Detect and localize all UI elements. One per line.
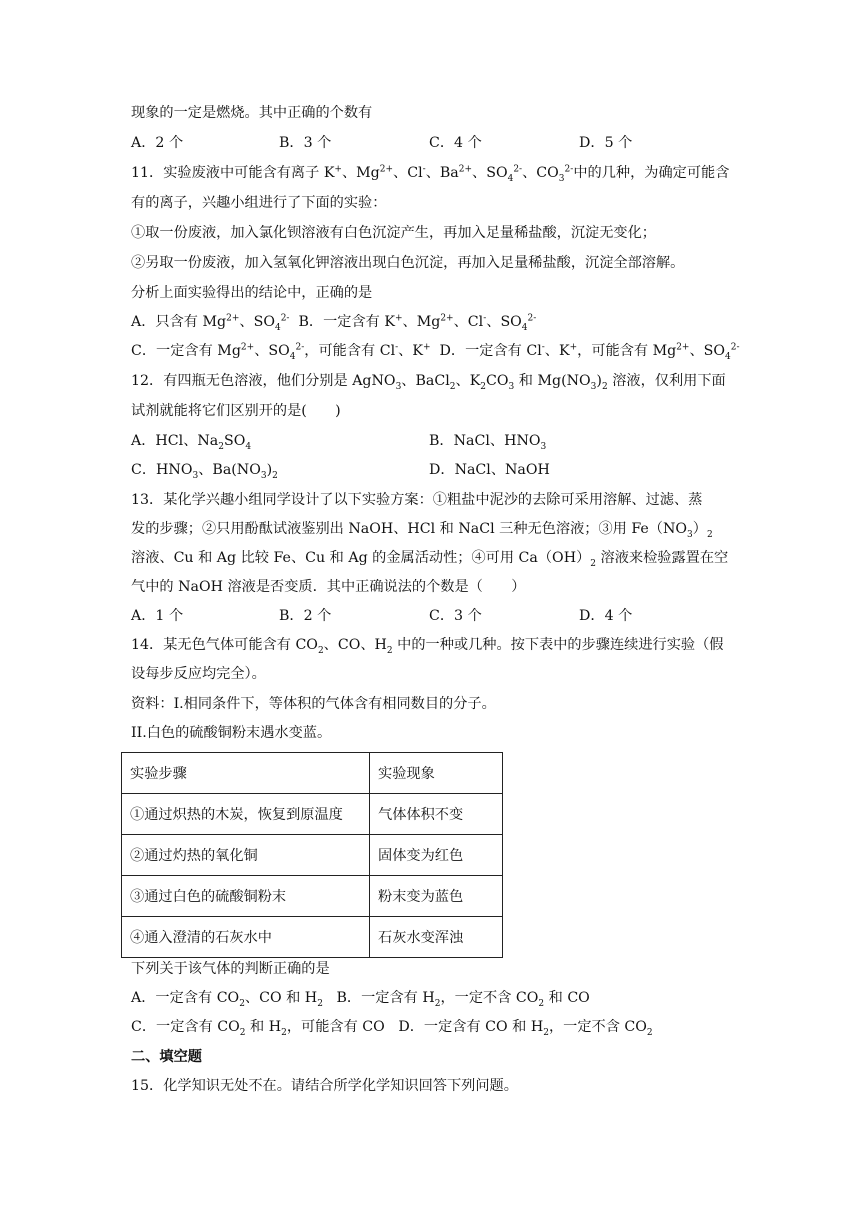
q10-option-d: D．5 个 — [579, 135, 633, 151]
q14-info-2: II.白色的硫酸铜粉末遇水变蓝。 — [131, 725, 332, 741]
q14-line2: 设每步反应均完全）。 — [131, 666, 266, 682]
q11-experiment-2: ②另取一份废液，加入氢氧化钾溶液出现白色沉淀，再加入足量稀盐酸，沉淀全部溶解。 — [131, 255, 685, 271]
q13-option-c: C．3 个 — [429, 608, 482, 624]
q13-line2: 发的步骤；②只用酚酞试液鉴别出 NaOH、HCl 和 NaCl 三种无色溶液；③用 $Fe(NO_3)_2$ — [131, 521, 713, 540]
q10-option-a: A．2 个 — [131, 135, 184, 151]
q14-question: 下列关于该气体的判断正确的是 — [131, 961, 330, 977]
table-row — [122, 917, 503, 958]
q13-option-a: A．1 个 — [131, 608, 184, 624]
table-header-cell: 实验现象 — [370, 753, 503, 794]
table-cell: ①通过炽热的木炭，恢复到原温度 — [122, 794, 370, 835]
table-row — [122, 876, 503, 917]
table-cell: 气体体积不变 — [370, 794, 503, 835]
q14-options-cd: C．一定含有 $CO_2$ 和 $H_2$，可能含有 CO D．一定含有 CO 和 $H_2$，一定不含 $CO_2$ — [131, 1019, 653, 1038]
section-heading: 二、填空题 — [131, 1049, 202, 1065]
table-header-row — [122, 753, 503, 794]
q12-stem: 12．有四瓶无色溶液，他们分别是 AgNO$_3$、BaCl$_2$、$K_2CO_3$ 和 $Mg(NO_3)_2$ 溶液，仅利用下面 — [131, 373, 726, 392]
q11-options-ab: A．只含有 $Mg^{2+}$、$SO_4^{2-}$ B．一定含有 K+、$Mg^{2+}$、Cl-、$SO_4^{2-}$ — [131, 313, 537, 333]
q10-tail: 现象的一定是燃烧。其中正确的个数有 — [131, 105, 373, 121]
q13-line1: 13．某化学兴趣小组同学设计了以下实验方案：①粗盐中泥沙的去除可采用溶解、过滤、蒸 — [131, 492, 703, 508]
table-cell: 石灰水变浑浊 — [370, 917, 503, 958]
table-cell: ③通过白色的硫酸铜粉末 — [122, 876, 370, 917]
table-row — [122, 835, 503, 876]
q13-line4: 气中的 NaOH 溶液是否变质．其中正确说法的个数是（ ） — [131, 579, 526, 595]
q14-info-1: 资料：I.相同条件下，等体积的气体含有相同数目的分子。 — [131, 696, 496, 712]
q10-option-b: B．3 个 — [279, 135, 332, 151]
table-header-cell: 实验步骤 — [122, 753, 370, 794]
q13-option-d: D．4 个 — [579, 608, 633, 624]
q10-option-c: C．4 个 — [429, 135, 482, 151]
q12-option-c: C．$HNO_3$、$Ba(NO_3)_2$ — [131, 462, 278, 481]
experiment-table — [121, 752, 503, 958]
q11-stem: 11．实验废液中可能含有离子 K+、$Mg^{2+}$、Cl-、$Ba^{2+}$、$SO_4^{2-}$、$CO_3^{2-}$中的几种，为确定可能含 — [131, 164, 730, 184]
table-cell: ④通入澄清的石灰水中 — [122, 917, 370, 958]
q15-stem: 15．化学知识无处不在。请结合所学化学知识回答下列问题。 — [131, 1078, 518, 1094]
q12-option-a: A．HCl、$Na_2SO_4$ — [131, 433, 252, 452]
table-row — [122, 794, 503, 835]
q12-option-d: D．NaCl、NaOH — [429, 462, 550, 478]
q13-line3: 溶液、Cu 和 Ag 比较 Fe、Cu 和 Ag 的金属活动性；④可用 $Ca(OH)_2$ 溶液来检验露置在空 — [131, 550, 729, 569]
q12-line2: 试剂就能将它们区别开的是( ) — [131, 403, 341, 419]
q11-experiment-1: ①取一份废液，加入氯化钡溶液有白色沉淀产生，再加入足量稀盐酸，沉淀无变化； — [131, 225, 656, 241]
q13-option-b: B．2 个 — [279, 608, 332, 624]
table-cell: 固体变为红色 — [370, 835, 503, 876]
q11-question: 分析上面实验得出的结论中，正确的是 — [131, 285, 373, 301]
q14-line1: 14．某无色气体可能含有 $CO_2$、CO、$H_2$ 中的一种或几种。按下表中的步骤连续进行实验（假 — [131, 637, 724, 656]
table-cell: ②通过灼热的氧化铜 — [122, 835, 370, 876]
q14-options-ab: A．一定含有 $CO_2$、CO 和 $H_2$ B．一定含有 $H_2$，一定不含 $CO_2$ 和 CO — [131, 990, 590, 1009]
q12-option-b: B．NaCl、$HNO_3$ — [429, 433, 547, 452]
table-cell: 粉末变为蓝色 — [370, 876, 503, 917]
q11-line2: 有的离子，兴趣小组进行了下面的实验： — [131, 195, 387, 211]
q11-options-cd: C．一定含有 $Mg^{2+}$、$SO_4^{2-}$，可能含有 Cl-、K+ D．一定含有 Cl-、K+，可能含有 $Mg^{2+}$、$SO_4^{2-}$ — [131, 342, 740, 362]
